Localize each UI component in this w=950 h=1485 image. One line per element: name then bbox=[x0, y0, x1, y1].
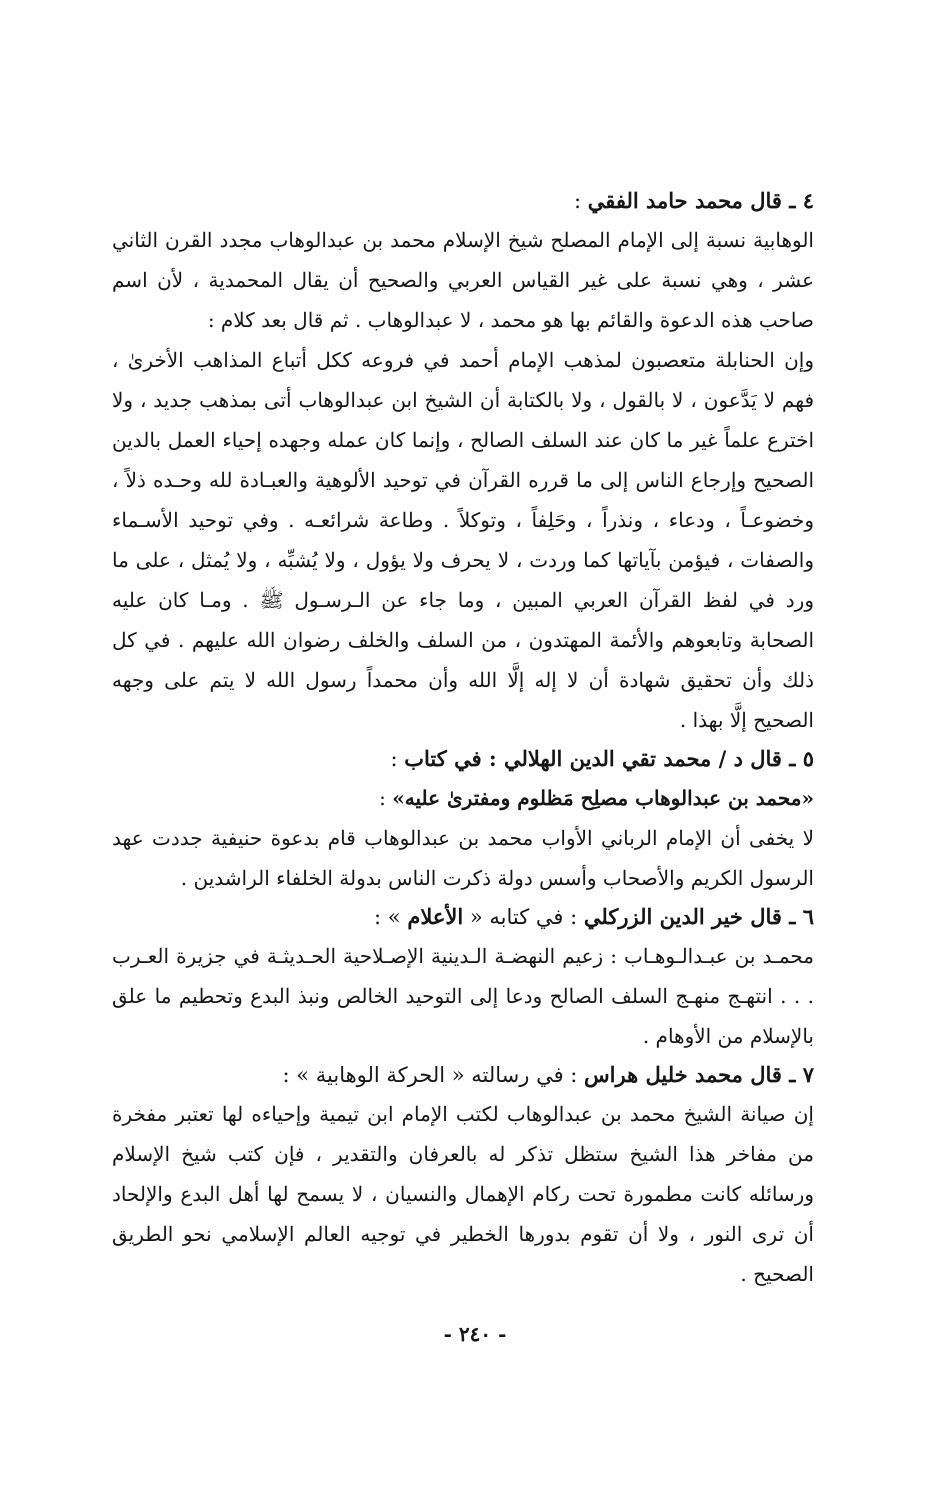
section-heading bbox=[112, 740, 814, 778]
section-author: قال د / محمد تقي الدين الهلالي : في كتاب bbox=[404, 746, 782, 771]
heading-mid: : في رسالته « الحركة الوهابية » : bbox=[282, 1063, 585, 1087]
section-number: ٥ ـ bbox=[789, 746, 814, 771]
section-author: قال خير الدين الزركلي bbox=[583, 904, 782, 929]
paragraph: وإن الحنابلة متعصبون لمذهب الإمام أحمد في فروعه ككل أتباع المذاهب الأخرىٰ ، فهم لا يَدَّعون ، لا بالقول ، ولا بالكتابة أن الشيخ ابن عبدالوهاب أتى بمذهب جديد ، ولا اخترع علماً غير ما كان عند السلف الصالح ، وإنما كان عمله وجهده إحياء العمل بالدين الصحيح وإرجاع الناس إلى ما قرره القرآن في توحيد الألوهية والعبـادة لله وحـده ذلاً ، وخضوعـاً ، ودعاء ، ونذراً ، وحَلِفاً ، وتوكلاً . وطاعة شرائعـه . وفي توحيد الأسـماء والصفات ، فيؤمن بآياتها كما وردت ، لا يحرف ولا يؤول ، ولا يُشبِّه ، ولا يُمثل ، على ما ورد في لفظ القرآن العربي المبين ، وما جاء عن الـرسـول ﷺ . ومـا كان عليه الصحابة وتابعوهم والأئمة المهتدون ، من السلف والخلف رضوان الله عليهم . في كل ذلك وأن تحقيق شهادة أن لا إله إلَّا الله وأن محمداً رسول الله لا يتم على وجهه الصحيح إلَّا بهذا . bbox=[112, 348, 814, 732]
section-author: قال محمد حامد الفقي bbox=[587, 188, 782, 213]
heading-colon: : bbox=[573, 189, 588, 213]
paragraph: الوهابية نسبة إلى الإمام المصلح شيخ الإسلام محمد بن عبدالوهاب مجدد القرن الثاني عشر ، وهي نسبة على غير القياس العربي والصحيح أن يقال المحمدية ، لأن اسم صاحب هذه الدعوة والقائم بها هو محمد ، لا عبدالوهاب . ثم قال بعد كلام : bbox=[112, 228, 814, 332]
section-7 bbox=[112, 1056, 814, 1294]
section-heading bbox=[112, 182, 814, 220]
heading-colon: » : bbox=[374, 905, 408, 929]
page-number: - ٢٤٠ - bbox=[443, 1322, 507, 1346]
paragraph: لا يخفى أن الإمام الرباني الأواب محمد بن عبدالوهاب قام بدعوة حنيفية جددت عهد الرسول الكريم والأصحاب وأسس دولة ذكرت الناس بدولة الخلفاء الراشدين . bbox=[112, 826, 815, 890]
heading-colon: : bbox=[390, 747, 405, 771]
section-number: ٧ ـ bbox=[789, 1062, 814, 1087]
section-5 bbox=[112, 740, 814, 898]
section-number: ٦ ـ bbox=[789, 904, 814, 929]
paragraph: محمـد بن عبـدالـوهـاب : زعيم النهضـة الـدينية الإصـلاحية الحـديثـة في جزيرة العـرب . . . انتهـج منهـج السلف الصالح ودعا إلى التوحيد الخالص ونبذ البدع وتحطيم ما علق بالإسلام من الأوهام . bbox=[112, 944, 814, 1048]
section-number: ٤ ـ bbox=[789, 188, 814, 213]
book-title bbox=[112, 778, 814, 818]
section-author: قال محمد خليل هراس bbox=[584, 1062, 782, 1087]
section-4 bbox=[112, 182, 814, 740]
book-title-colon: : bbox=[379, 786, 393, 810]
section-heading bbox=[112, 898, 814, 936]
paragraph: إن صيانة الشيخ محمد بن عبدالوهاب لكتب الإمام ابن تيمية وإحياءه لها تعتبر مفخرة من مفاخر هذا الشيخ ستظل تذكر له بالعرفان والتقدير ، فإن كتب شيخ الإسلام ورسائله كانت مطمورة تحت ركام الإهمال والنسيان ، لا يسمح لها أهل البدع والإلحاد أن ترى النور ، ولا أن تقوم بدورها الخطير في توجيه العالم الإسلامي نحو الطريق الصحيح . bbox=[112, 1102, 814, 1286]
section-6 bbox=[112, 898, 814, 1056]
book-name: الأعلام bbox=[407, 904, 464, 929]
section-heading bbox=[112, 1056, 814, 1094]
book-title-text: «محمد بن عبدالوهاب مصلِح مَظلوم ومفترىٰ عليه» bbox=[392, 786, 814, 810]
heading-mid: : في كتابه « bbox=[463, 905, 584, 929]
